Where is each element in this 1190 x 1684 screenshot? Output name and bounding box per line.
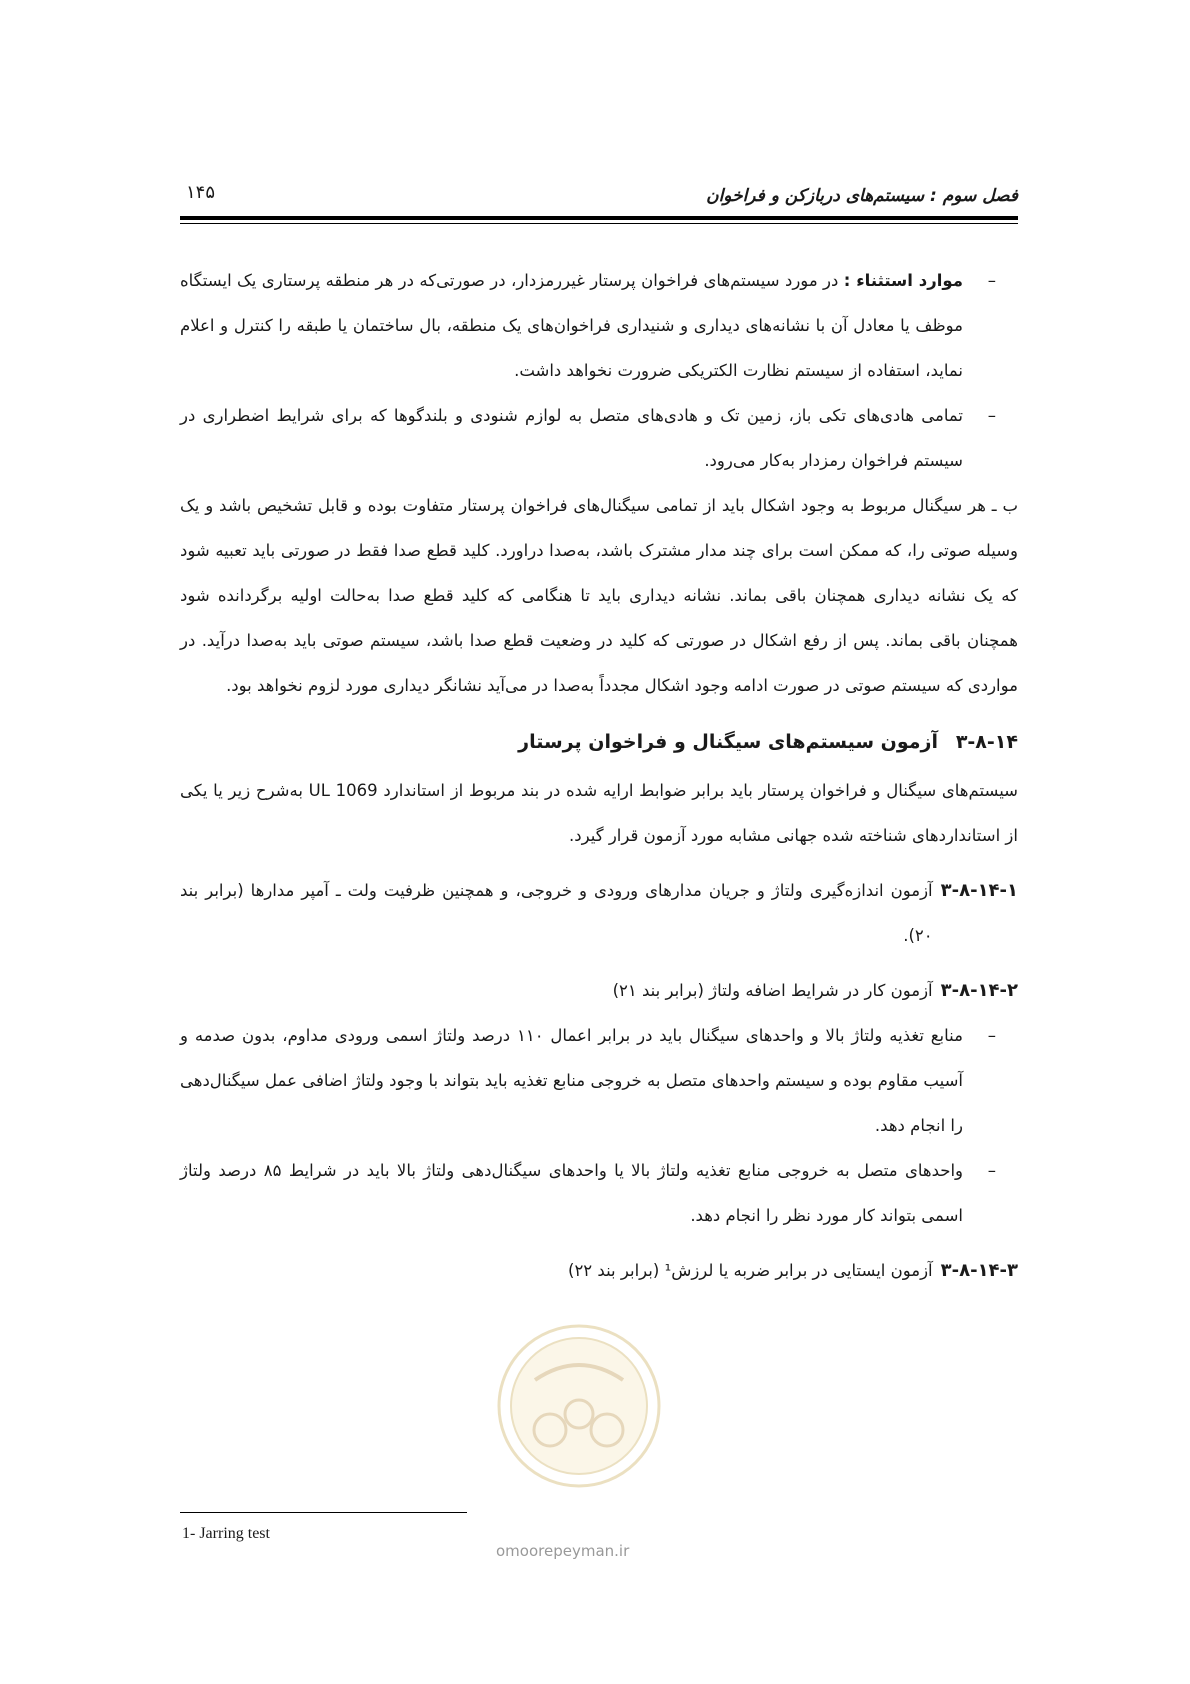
footnote-rule <box>180 1512 467 1513</box>
subsection-text: آزمون کار در شرایط اضافه ولتاژ (برابر بند ۲۱) <box>612 981 933 1000</box>
subsection-1 <box>180 868 1018 958</box>
overvoltage-item-1 <box>180 1013 1018 1148</box>
section-heading <box>180 716 1018 768</box>
section-intro: سیستم‌های سیگنال و فراخوان پرستار باید برابر ضوابط ارایه شده در بند مربوط از استاندارد UL 1069 به‌شرح زیر یا یکی از استانداردهای شناخته شده جهانی مشابه مورد آزمون قرار گیرد. <box>180 781 1018 845</box>
dash-marker: – <box>987 271 996 290</box>
overvoltage-item-2 <box>180 1148 1018 1238</box>
conductors-item <box>180 393 1018 483</box>
chapter-title: فصل سوم : سیستم‌های دربازکن و فراخوان <box>706 186 1018 206</box>
dash-marker: – <box>987 1026 996 1045</box>
conductors-text: تمامی هادی‌های تکی باز، زمین تک و هادی‌های متصل به لوازم شنودی و بلندگوها که برای شرایط اضطراری در سیستم فراخوان رمزدار به‌کار می‌رود. <box>180 406 963 470</box>
subsection-2 <box>180 968 1018 1013</box>
subsection-number: ۳-۸-۱۴-۱ <box>940 880 1018 901</box>
page-number: ۱۴۵ <box>186 182 216 203</box>
header-rule-thin <box>180 223 1018 224</box>
subsection-text: آزمون ایستایی در برابر ضربه یا لرزش¹ (برابر بند ۲۲) <box>568 1261 933 1280</box>
paragraph-b: ب ـ هر سیگنال مربوط به وجود اشکال باید از تمامی سیگنال‌های فراخوان پرستار متفاوت بوده و قابل تشخیص باشد و یک وسیله صوتی را، که ممکن است برای چند مدار مشترک باشد، به‌صدا دراورد. کلید قطع صدا فقط در صورتی باید تعبیه شود که یک نشانه دیداری همچنان باقی بماند. نشانه دیداری باید تا هنگامی که کلید قطع صدا به‌حالت اولیه برگردانده شود همچنان باقی بماند. پس از رفع اشکال در صورتی که کلید در وضعیت قطع صدا باشد، سیستم صوتی باید به‌صدا درآید. در مواردی که سیستم صوتی در صورت ادامه وجود اشکال مجدداً به‌صدا در می‌آید نشانگر دیداری مورد لزوم نخواهد بود. <box>180 496 1018 695</box>
dash-marker: – <box>987 1161 996 1180</box>
subsection-number: ۳-۸-۱۴-۳ <box>940 1260 1018 1281</box>
exception-item <box>180 258 1018 393</box>
subsection-3 <box>180 1248 1018 1293</box>
section-title: آزمون سیستم‌های سیگنال و فراخوان پرستار <box>518 731 938 753</box>
watermark-url: omoorepeyman.ir <box>496 1542 630 1560</box>
overvoltage-text-1: منابع تغذیه ولتاژ بالا و واحدهای سیگنال باید در برابر اعمال ۱۱۰ درصد ولتاژ اسمی ورودی مداوم، بدون صدمه و آسیب مقاوم بوده و سیستم واحدهای متصل به خروجی منابع تغذیه باید بتواند با وجود ولتاژ اضافی عمل سیگنال‌دهی را انجام دهد. <box>180 1026 963 1135</box>
dash-marker: – <box>987 406 996 425</box>
body-content <box>180 258 1018 1293</box>
subsection-text: آزمون اندازه‌گیری ولتاژ و جریان مدارهای ورودی و خروجی، و همچنین ظرفیت ولت ـ آمپر مدارها (برابر بند ۲۰). <box>180 881 933 945</box>
section-number: ۳-۸-۱۴ <box>955 731 1018 753</box>
subsection-number: ۳-۸-۱۴-۲ <box>940 980 1018 1001</box>
footnote: 1- Jarring test <box>182 1525 270 1542</box>
header-rule-thick <box>180 216 1018 220</box>
overvoltage-text-2: واحدهای متصل به خروجی منابع تغذیه ولتاژ بالا یا واحدهای سیگنال‌دهی ولتاژ بالا باید در شرایط ۸۵ درصد ولتاژ اسمی بتواند کار مورد نظر را انجام دهد. <box>180 1161 963 1225</box>
exception-label: موارد استثناء : <box>843 271 963 290</box>
watermark-seal-icon <box>495 1322 663 1490</box>
exception-text: در مورد سیستم‌های فراخوان پرستار غیررمزدار، در صورتی‌که در هر منطقه پرستاری یک ایستگاه موظف یا معادل آن با نشانه‌های دیداری و شنیداری فراخوان‌های یک منطقه، بال ساختمان یا طبقه را کنترل و اعلام نماید، استفاده از سیستم نظارت الکتریکی ضرورت نخواهد داشت. <box>180 271 963 380</box>
